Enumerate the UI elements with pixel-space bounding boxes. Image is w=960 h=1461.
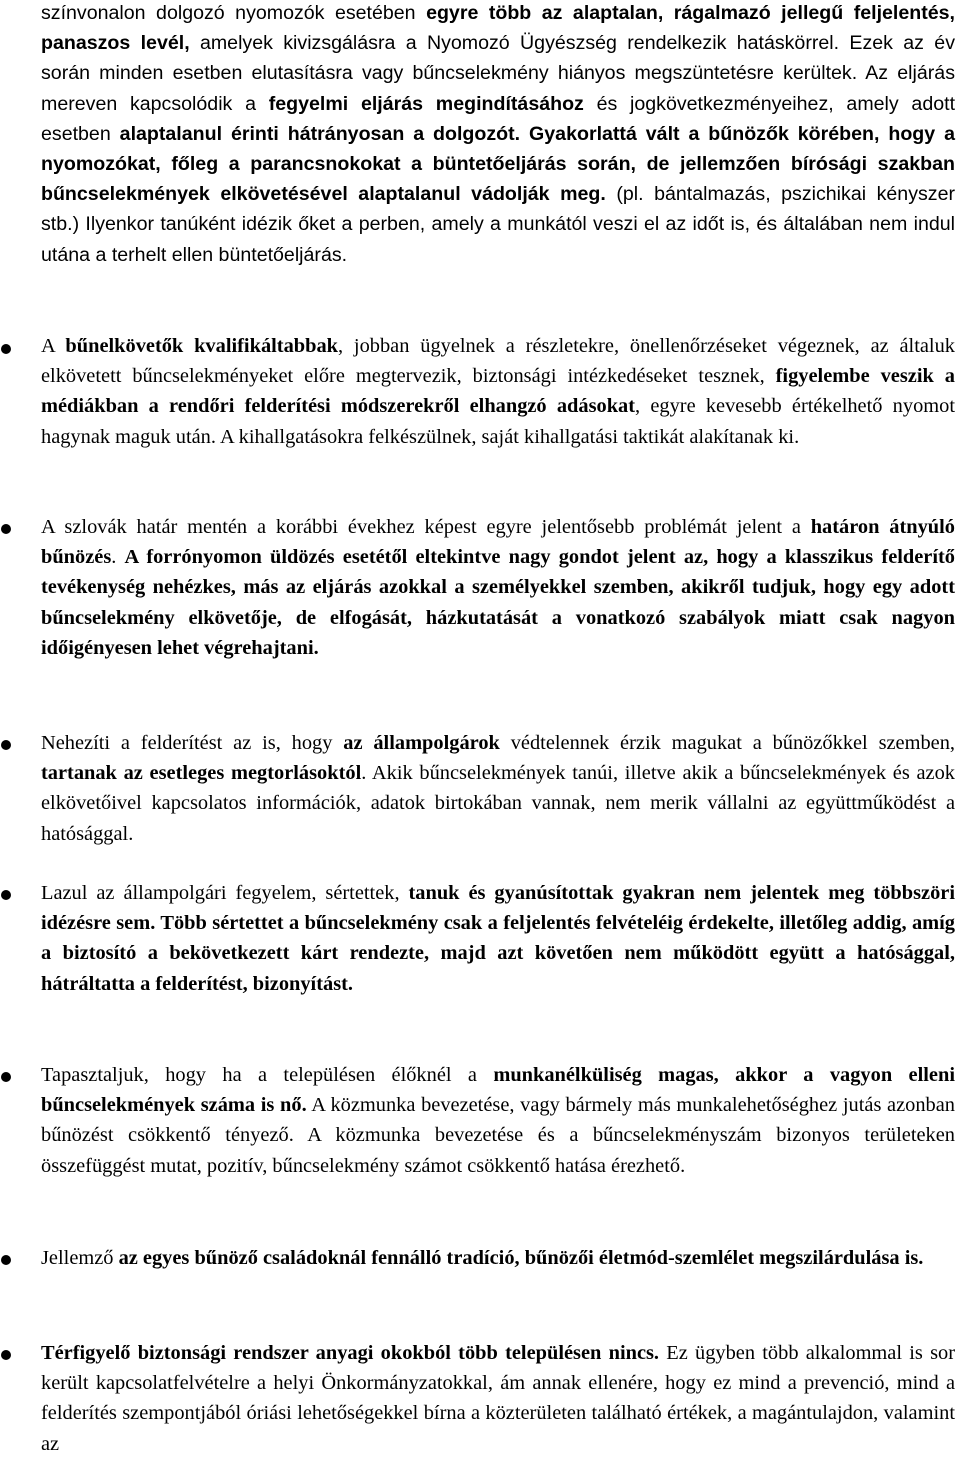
bullet-item-criminals-qualified — [41, 331, 955, 452]
bold-text-run: az állampolgárok — [343, 732, 500, 754]
text-run: Ez ügyben több alkalommal is sor került kapcsolatfelvételre a helyi Önkormányzatokkal, ám annak ellenére, hogy ez mind a prevenció, mind a felderítés szempontjából óriási lehetőségekkel bírna a közterületen található értékek, a magántulajdon, valamint az — [41, 1342, 955, 1455]
text-run: Lazul az állampolgári fegyelem, sértettek, — [41, 882, 409, 904]
text-run: . Akik bűncselekmények tanúi, illetve akik a bűncselekmények és azok elkövetőivel kapcsolatos információk, adatok birtokában vannak, nem merik vállalni az együttműködést a hatósággal. — [41, 762, 955, 845]
paragraph-intro — [41, 0, 955, 270]
bullet-icon — [1, 1072, 11, 1082]
text-run: , egyre kevesebb értékelhető nyomot hagynak maguk után. A kihallgatásokra felkészülnek, saját kihallgatási taktikát alakítanak ki. — [41, 395, 955, 448]
bullet-item-cctv — [41, 1338, 955, 1459]
bullet-item-citizens-defenseless — [41, 728, 955, 849]
text-run: (pl. bántalmazás, pszichikai kényszer stb.) Ilyenkor tanúként idézik őket a perben, amely a munkától veszi el az időt is, és általában nem indul utána a terhelt ellen büntetőeljárás. — [41, 183, 956, 266]
bullet-icon — [1, 1350, 11, 1360]
bullet-icon — [1, 344, 11, 354]
text-run: . — [111, 546, 125, 569]
text-run: Nehezíti a felderítést az is, hogy — [41, 732, 344, 754]
bold-text-run: tartanak az esetleges megtorlásoktól — [41, 762, 362, 785]
bullet-icon — [1, 524, 11, 534]
bold-text-run: A forrónyomon üldözés esetétől eltekintve nagy gondot jelent az, hogy a klasszikus felderítő tevékenység nehézkes, más az eljárás azokkal a személyekkel szemben, akikről tudjuk, hogy egy adott bűncselekmény elkövetője, de elfogását, házkutatását a vonatkozó szabályok miatt csak nagyon időigényesen lehet végrehajtani. — [41, 546, 955, 659]
text-run: A szlovák határ mentén a korábbi évekhez képest egyre jelentősebb problémát jelent a — [41, 516, 811, 538]
bold-text-run: tanuk és gyanúsítottak gyakran nem jelentek meg többszöri idézésre sem. Több sértettet a bűncselekmény csak a feljelentés felvételéig érdekelte, illetőleg addig, amíg a biztosító a bekövetkezett kárt rendezte, majd azt követően nem működött együtt a hatósággal, hátráltatta a felderítést, bizonyítást. — [41, 882, 955, 995]
text-run: Tapasztaljuk, hogy ha a településen élőknél a — [41, 1064, 494, 1086]
text-run: és jogkövetkezményeihez, amely adott esetben — [41, 92, 956, 145]
text-run: Jellemző — [41, 1247, 119, 1269]
bold-text-run: alaptalanul érinti hátrányosan a dolgozót. Gyakorlattá vált a bűnözők körében, hogy a nyomozókat, főleg a parancsnokokat a büntetőeljárás során, de jellemzően bírósági szakban bűncselekmények elkövetésével alaptalanul vádolják meg. — [41, 122, 956, 206]
bullet-icon — [1, 1255, 11, 1265]
bullet-item-crime-families — [41, 1243, 955, 1273]
bold-text-run: határon átnyúló bűnözés — [41, 516, 956, 569]
text-run: , jobban ügyelnek a részletekre, önellenőrzéseket végeznek, az általuk elkövetett bűncselekményeket előre megtervezik, biztonsági intézkedéseket tesznek, — [41, 335, 955, 388]
bold-text-run: egyre több az alaptalan, rágalmazó jellegű feljelentés, panaszos levél, — [41, 2, 956, 55]
text-run: színvonalon dolgozó nyomozók esetében — [41, 2, 427, 24]
bold-text-run: fegyelmi eljárás megindításához — [268, 92, 584, 115]
bullet-item-civic-discipline — [41, 878, 955, 999]
bullet-item-unemployment — [41, 1060, 955, 1181]
bold-text-run: bűnelkövetők kvalifikáltabbak — [65, 335, 339, 357]
bold-text-run: figyelembe veszik a médiákban a rendőri felderítési módszerekről elhangzó adásokat — [41, 365, 955, 418]
text-run: A közmunka bevezetése, vagy bármely más munkalehetőséghez jutás azonban bűnözést csökkentő tényező. A közmunka bevezetése és a bűncselekményszám bizonyos területeken összefüggést mutat, pozitív, bűncselekmény számot csökkentő hatása érezhető. — [41, 1094, 955, 1177]
text-run: amelyek kivizsgálásra a Nyomozó Ügyészség rendelkezik hatáskörrel. Ezek az év során minden esetben elutasításra vagy bűncselekmény hiányos megszüntetésre kerültek. Az eljárás mereven kapcsolódik a — [41, 32, 955, 115]
bullet-item-cross-border-crime — [41, 512, 955, 663]
bullet-icon — [1, 890, 11, 900]
bold-text-run: Térfigyelő biztonsági rendszer anyagi okokból több településen nincs. — [41, 1342, 660, 1364]
bold-text-run: munkanélküliség magas, akkor a vagyon elleni bűncselekmények száma is nő. — [41, 1064, 955, 1117]
text-run: A — [41, 335, 66, 357]
bullet-icon — [1, 740, 11, 750]
bold-text-run: az egyes bűnöző családoknál fennálló tradíció, bűnözői életmód-szemlélet megszilárdulása is. — [118, 1247, 924, 1269]
text-run: védtelennek érzik magukat a bűnözőkkel szemben, — [499, 732, 956, 754]
